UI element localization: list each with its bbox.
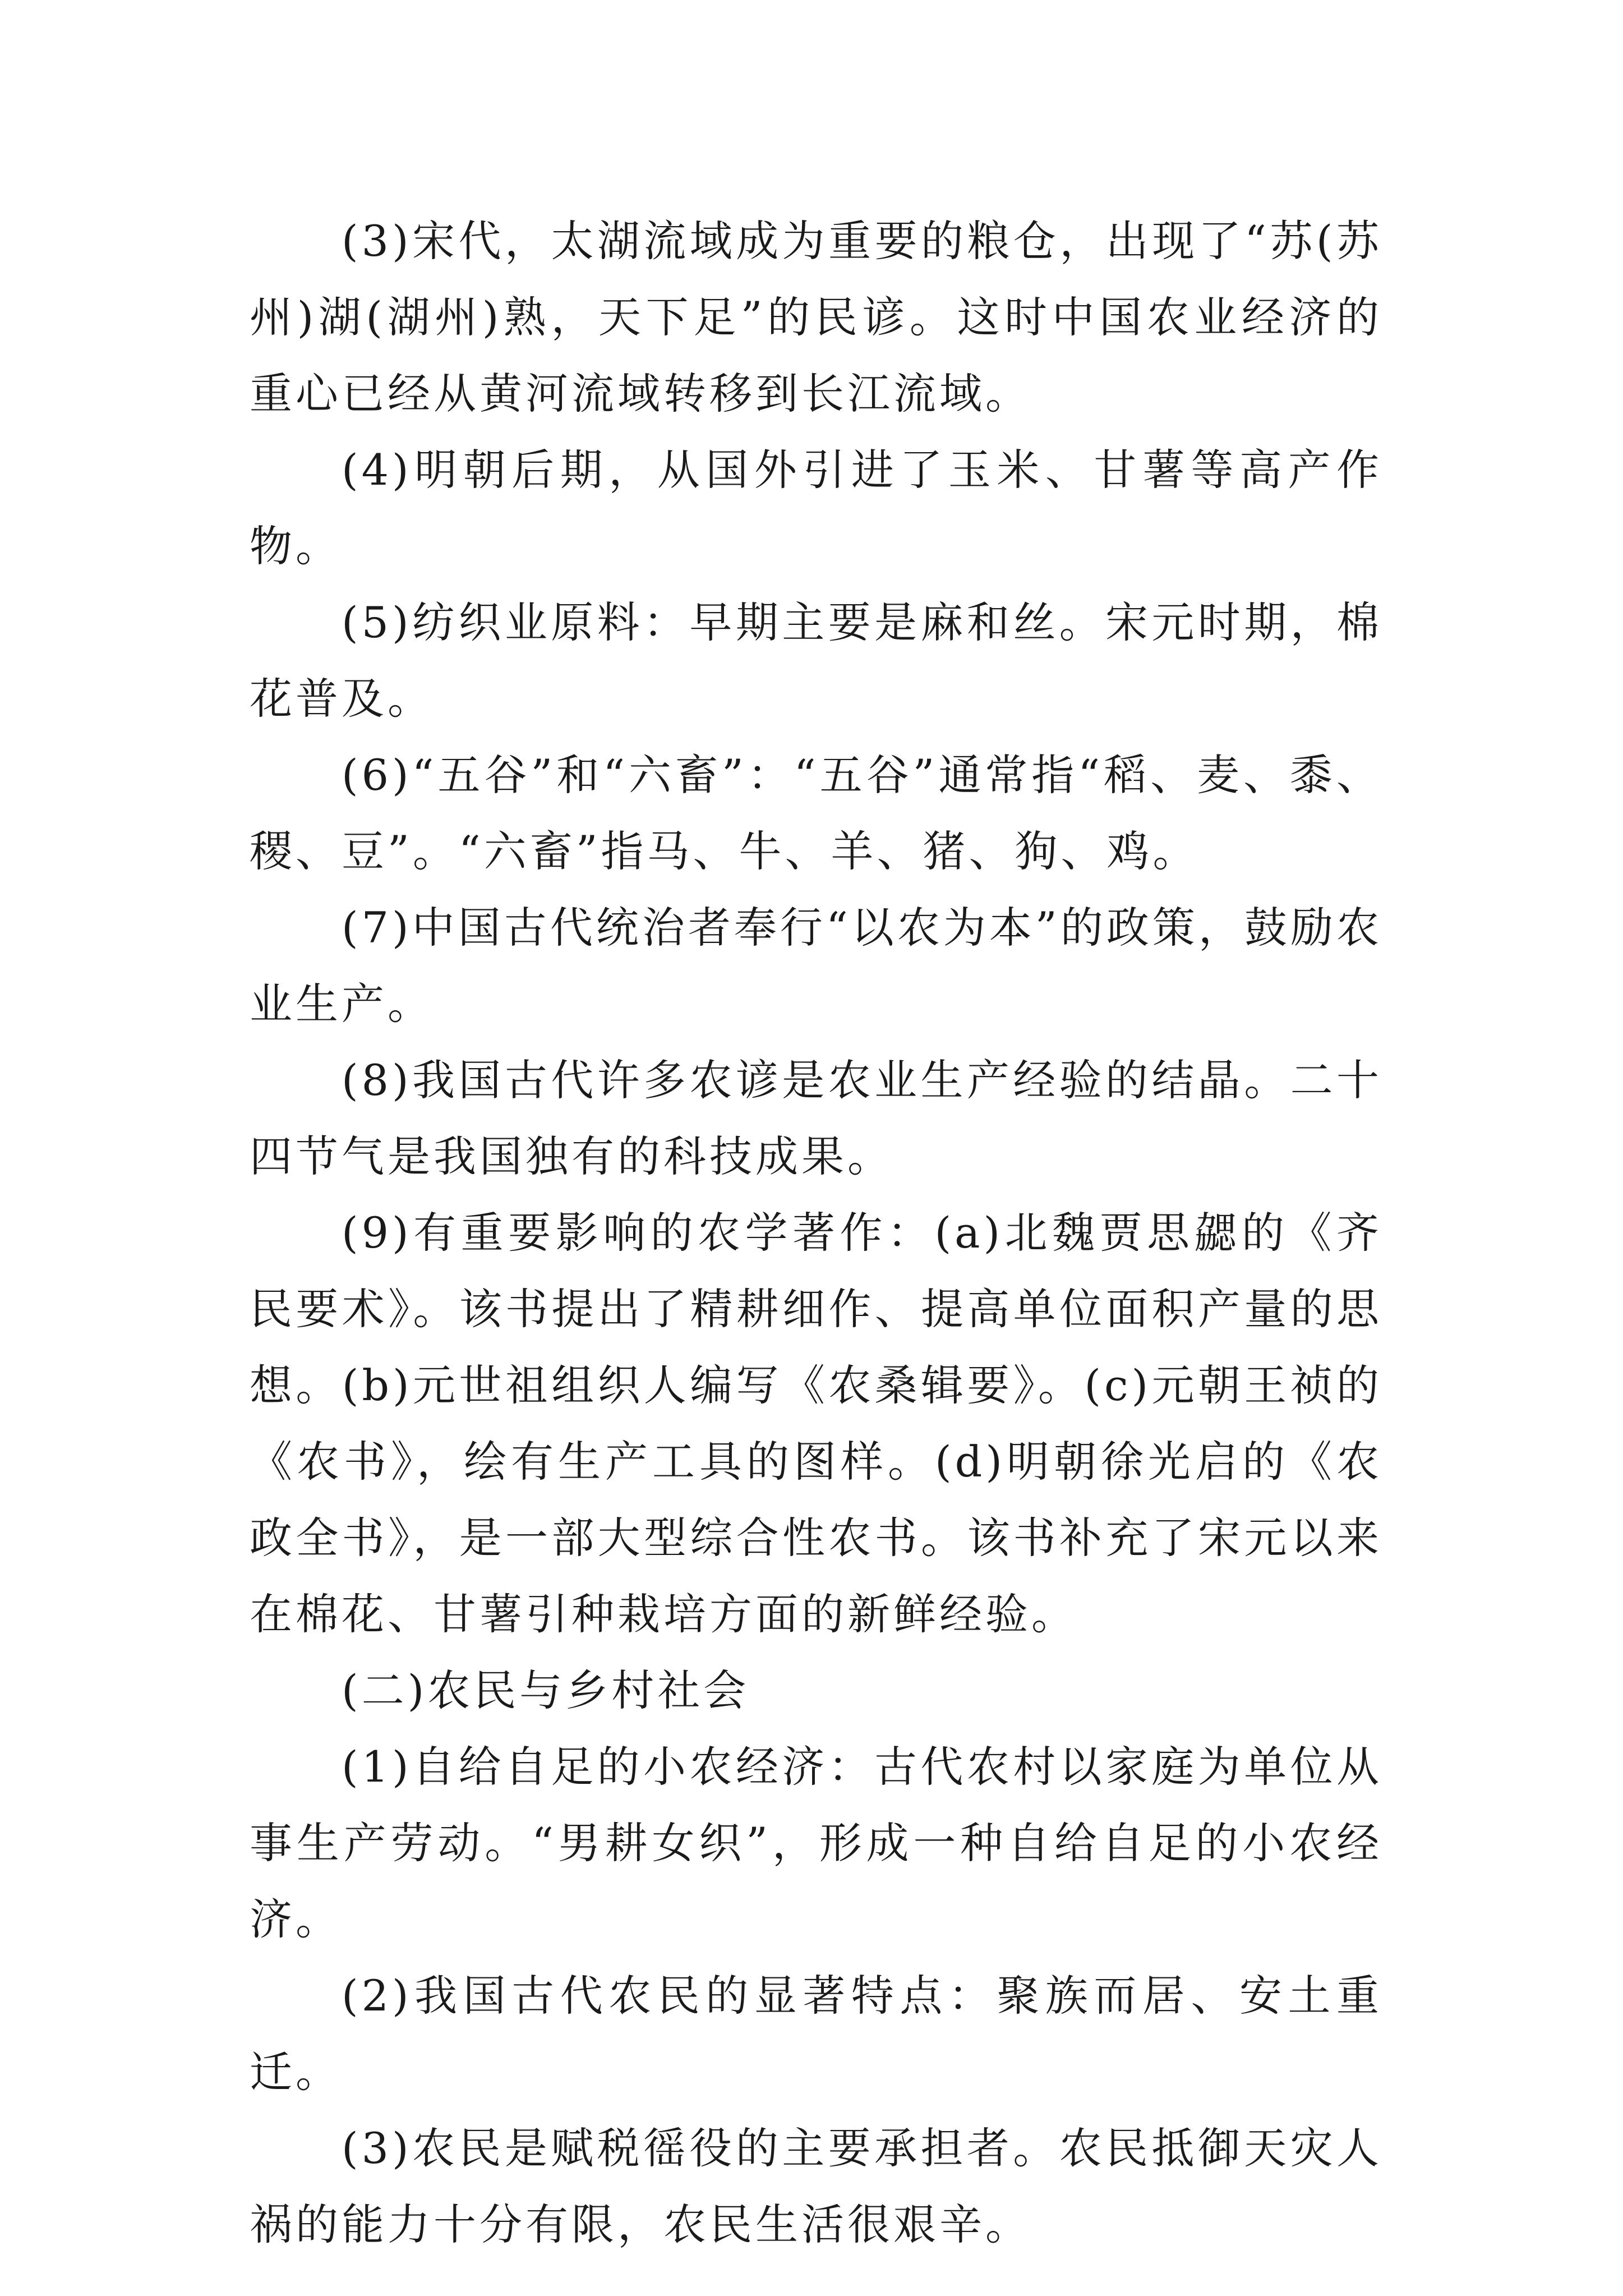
paragraph-agronomy-works: (9)有重要影响的农学著作：(a)北魏贾思勰的《齐民要术》。该书提出了精耕细作、提高单位面积产量的思想。(b)元世祖组织人编写《农桑辑要》。(c)元朝王祯的《农书》，绘有生产工具的图样。(d)明朝徐光启的《农政全书》，是一部大型综合性农书。该书补充了宋元以来在棉花、甘薯引种栽培方面的新鲜经验。 bbox=[250, 1208, 1382, 1639]
section-heading: (二)农民与乡村社会 bbox=[342, 1665, 750, 1715]
paragraph-textile: (5)纺织业原料：早期主要是麻和丝。宋元时期，棉花普及。 bbox=[250, 597, 1382, 724]
document-body bbox=[250, 203, 1382, 2263]
paragraph-farmer-traits: (2)我国古代农民的显著特点：聚族而居、安土重迁。 bbox=[250, 1971, 1382, 2097]
paragraph-agriculture-policy: (7)中国古代统治者奉行“以农为本”的政策，鼓励农业生产。 bbox=[250, 903, 1382, 1029]
paragraph-proverbs: (8)我国古代许多农谚是农业生产经验的结晶。二十四节气是我国独有的科技成果。 bbox=[250, 1055, 1382, 1181]
paragraph-ming-crops: (4)明朝后期，从国外引进了玉米、甘薯等高产作物。 bbox=[250, 445, 1382, 571]
paragraph-wugu-liuchu: (6)“五谷”和“六畜”：“五谷”通常指“稻、麦、黍、稷、豆”。“六畜”指马、牛、羊、猪、狗、鸡。 bbox=[250, 750, 1382, 876]
paragraph-small-farmer-economy: (1)自给自足的小农经济：古代农村以家庭为单位从事生产劳动。“男耕女织”，形成一种自给自足的小农经济。 bbox=[250, 1742, 1382, 1944]
paragraph-farmer-burden: (3)农民是赋税徭役的主要承担者。农民抵御天灾人祸的能力十分有限，农民生活很艰辛。 bbox=[250, 2123, 1382, 2249]
paragraph-song-taihu: (3)宋代，太湖流域成为重要的粮仓，出现了“苏(苏州)湖(湖州)熟，天下足”的民谚。这时中国农业经济的重心已经从黄河流域转移到长江流域。 bbox=[250, 216, 1382, 418]
